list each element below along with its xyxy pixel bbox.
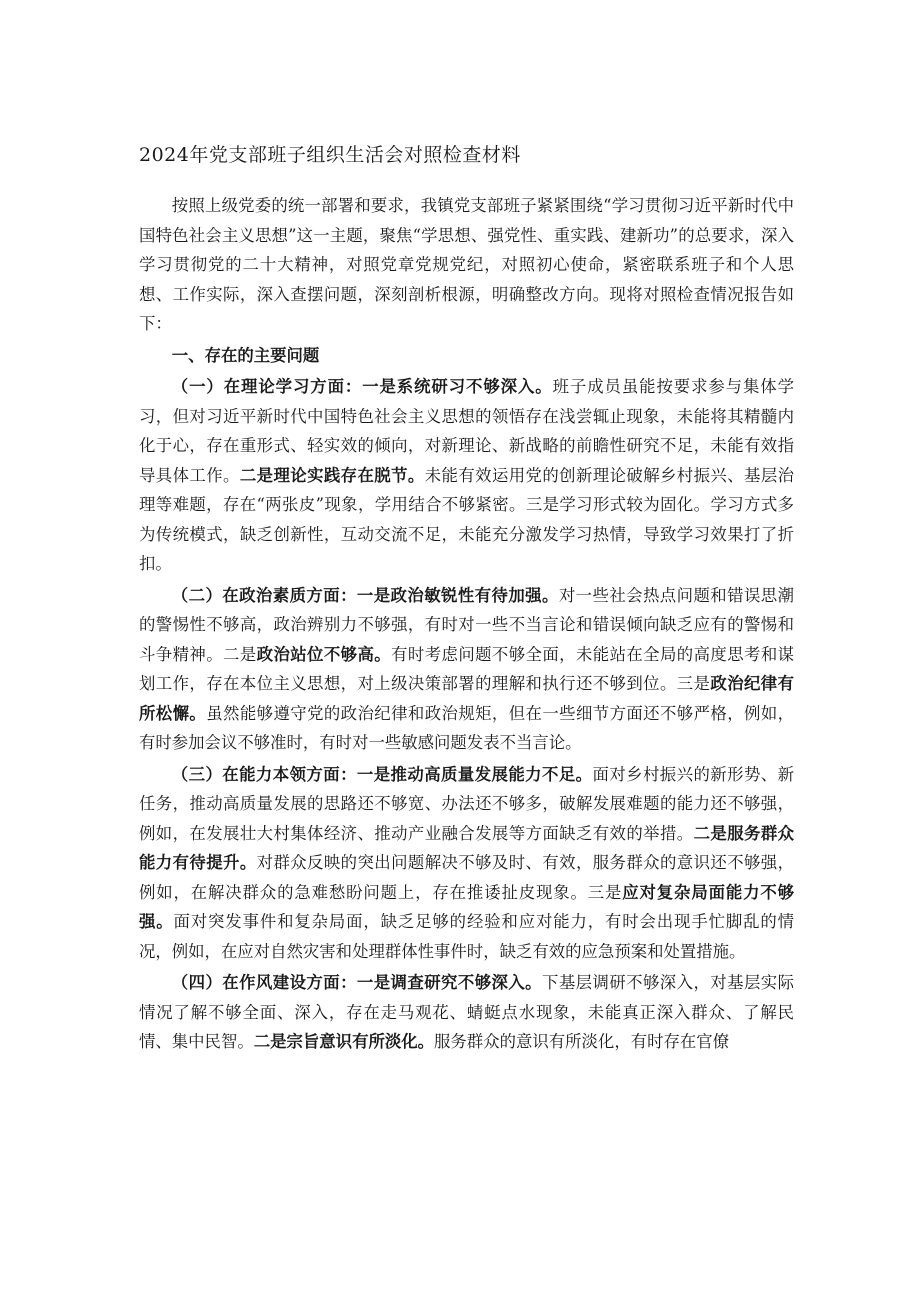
paragraph-text: 班子成员虽能按要求参与集体学习，但对习近平新时代中国特色社会主义思想的领悟存在浅尝辄止现象，未能将其精髓内化于心，存在重形式、轻实效的倾向，对新理论、新战略的前瞻性研究不足，未能有效指导具体工作。	[139, 377, 794, 485]
paragraph-text: 服务群众的意识有所淡化，有时存在官僚	[434, 1032, 730, 1051]
paragraph-text: 下基层调研不够深入，对基层实际情况了解不够全面、深入，存在走马观花、蜻蜓点水现象，未能真正深入群众、了解民情、集中民智。	[139, 973, 794, 1051]
paragraph-text: 虽然能够遵守党的政治纪律和政治规矩，但在一些细节方面还不够严格，例如，有时参加会议不够准时，有时对一些敏感问题发表不当言论。	[139, 703, 795, 752]
bold-phrase: 应对复杂局面能力不够强。	[139, 882, 795, 931]
paragraph-text: 未能有效运用党的创新理论破解乡村振兴、基层治理等难题，存在“两张皮”现象，学用结合不够紧密。三是学习形式较为固化。学习方式多为传统模式，缺乏创新性，互动交流不足，未能充分激发学习热情，导致学习效果打了折扣。	[139, 465, 795, 573]
bold-phrase: 二是宗旨意识有所淡化。	[253, 1032, 435, 1051]
bold-phrase: （四）在作风建设方面：一是调查研究不够深入。	[171, 973, 543, 992]
bold-phrase: （一）在理论学习方面：一是系统研习不够深入。	[171, 377, 553, 396]
bold-phrase: （二）在政治素质方面：一是政治敏锐性有待加强。	[171, 585, 559, 605]
bold-phrase: 二是服务群众能力有待提升。	[139, 823, 795, 872]
bold-phrase: （三）在能力本领方面：一是推动高质量发展能力不足。	[171, 764, 593, 784]
paragraph-theory-study	[139, 372, 794, 579]
document-title: 2024年党支部班子组织生活会对照检查材料	[139, 144, 521, 166]
paragraph-text: 对群众反映的突出问题解决不够及时、有效，服务群众的意识还不够强，例如，在解决群众的急难愁盼问题上，存在推诿扯皮现象。三是	[139, 853, 795, 902]
document-body	[139, 191, 794, 1057]
bold-phrase: 二是理论实践存在脱节。	[239, 465, 425, 485]
paragraph-text: 面对突发事件和复杂局面，缺乏足够的经验和应对能力，有时会出现手忙脚乱的情况，例如，在应对自然灾害和处理群体性事件时，缺乏有效的应急预案和处置措施。	[139, 912, 795, 961]
paragraph-text: 有时考虑问题不够全面，未能站在全局的高度思考和谋划工作，存在本位主义思想，对上级决策部署的理解和执行还不够到位。三是	[139, 644, 795, 693]
paragraph-text: 面对乡村振兴的新形势、新任务，推动高质量发展的思路还不够宽、办法还不够多，破解发展难题的能力还不够强，例如，在发展壮大村集体经济、推动产业融合发展等方面缺乏有效的举措。	[139, 764, 794, 843]
paragraph-capability	[139, 760, 794, 967]
paragraph-political-quality	[139, 581, 794, 758]
bold-phrase: 政治纪律有所松懈。	[139, 674, 795, 723]
bold-phrase: 政治站位不够高。	[256, 644, 392, 664]
intro-paragraph: 按照上级党委的统一部署和要求，我镇党支部班子紧紧围绕“学习贯彻习近平新时代中国特色社会主义思想”这一主题，聚焦“学思想、强党性、重实践、建新功”的总要求，深入学习贯彻党的二十大精神，对照党章党规党纪，对照初心使命，紧密联系班子和个人思想、工作实际，深入查摆问题，深刻剖析根源，明确整改方向。现将对照检查情况报告如下：	[139, 196, 794, 333]
paragraph-work-style	[139, 968, 794, 1057]
section-heading: 一、存在的主要问题	[171, 345, 320, 365]
paragraph-text: 对一些社会热点问题和错误思潮的警惕性不够高，政治辨别力不够强，有时对一些不当言论和错误倾向缺乏应有的警惕和斗争精神。二是	[139, 585, 794, 664]
